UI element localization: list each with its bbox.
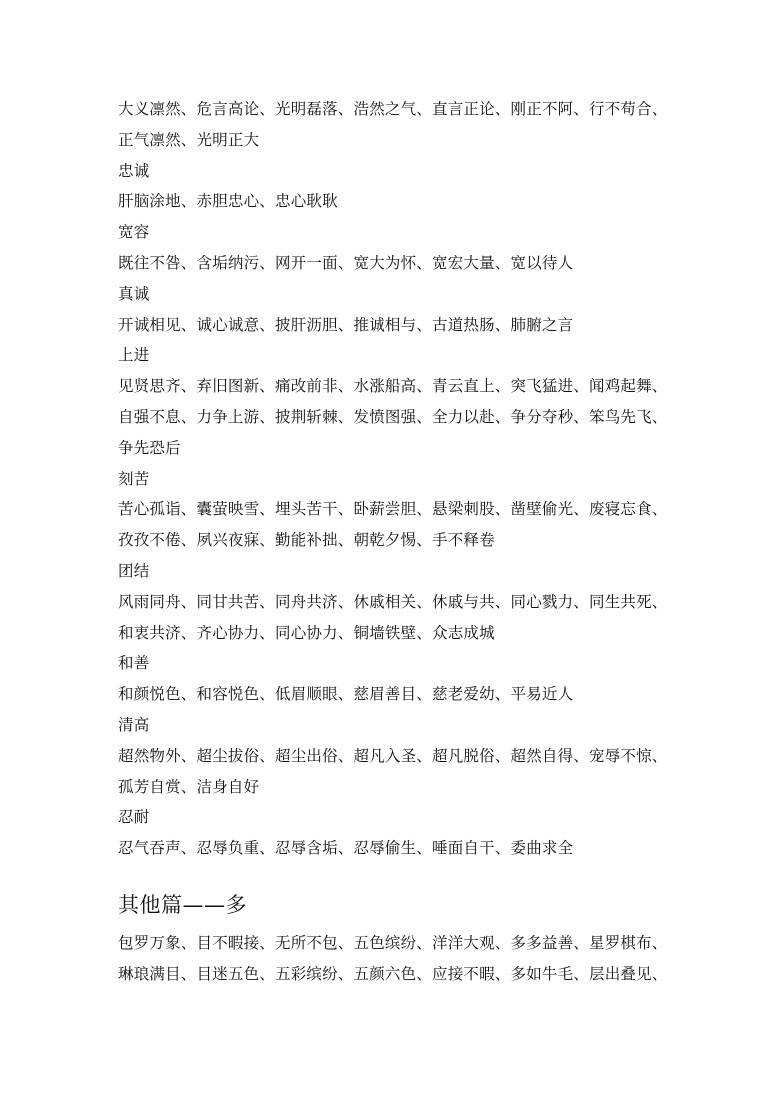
text-line: 正气凛然、光明正大	[118, 130, 260, 149]
category-heading: 上进	[118, 346, 150, 365]
text-line: 风雨同舟、同甘共苦、同舟共济、休戚相关、休戚与共、同心戮力、同生共死、	[118, 592, 668, 611]
text-line: 琳琅满目、目迷五色、五彩缤纷、五颜六色、应接不暇、多如牛毛、层出叠见、	[118, 964, 668, 983]
category-heading: 和善	[118, 654, 150, 673]
text-line: 大义凛然、危言高论、光明磊落、浩然之气、直言正论、刚正不阿、行不苟合、	[118, 100, 668, 118]
text-line: 见贤思齐、弃旧图新、痛改前非、水涨船高、青云直上、突飞猛进、闻鸡起舞、	[118, 377, 668, 396]
category-heading: 宽容	[118, 223, 150, 242]
text-line: 包罗万象、目不暇接、无所不包、五色缤纷、洋洋大观、多多益善、星罗棋布、	[118, 933, 668, 952]
text-line: 既往不咎、含垢纳污、网开一面、宽大为怀、宽宏大量、宽以待人	[118, 253, 574, 272]
text-line: 和颜悦色、和容悦色、低眉顺眼、慈眉善目、慈老爱幼、平易近人	[118, 685, 574, 704]
category-heading: 团结	[118, 561, 150, 580]
text-line: 自强不息、力争上游、披荆斩棘、发愤图强、全力以赴、争分夺秒、笨鸟先飞、	[118, 407, 668, 426]
text-line: 苦心孤诣、囊萤映雪、埋头苦干、卧薪尝胆、悬梁刺股、凿壁偷光、废寝忘食、	[118, 500, 668, 519]
section-title: 其他篇——多	[118, 892, 247, 917]
text-line: 超然物外、超尘拔俗、超尘出俗、超凡入圣、超凡脱俗、超然自得、宠辱不惊、	[118, 746, 668, 765]
text-line: 肝脑涂地、赤胆忠心、忠心耿耿	[118, 192, 338, 211]
category-heading: 刻苦	[118, 469, 150, 488]
text-line: 孜孜不倦、夙兴夜寐、勤能补拙、朝乾夕惕、手不释卷	[118, 531, 495, 550]
category-heading: 忠诚	[118, 161, 150, 180]
text-line: 开诚相见、诚心诚意、披肝沥胆、推诚相与、古道热肠、肺腑之言	[118, 315, 574, 334]
text-line: 和衷共济、齐心协力、同心协力、铜墙铁壁、众志成城	[118, 623, 495, 642]
category-heading: 忍耐	[118, 808, 150, 827]
text-line: 争先恐后	[118, 438, 181, 457]
text-line: 忍气吞声、忍辱负重、忍辱含垢、忍辱偷生、唾面自干、委曲求全	[118, 839, 574, 858]
category-heading: 真诚	[118, 284, 150, 303]
category-heading: 清高	[118, 715, 150, 734]
text-line: 孤芳自赏、洁身自好	[118, 777, 260, 796]
document-page	[118, 94, 678, 990]
